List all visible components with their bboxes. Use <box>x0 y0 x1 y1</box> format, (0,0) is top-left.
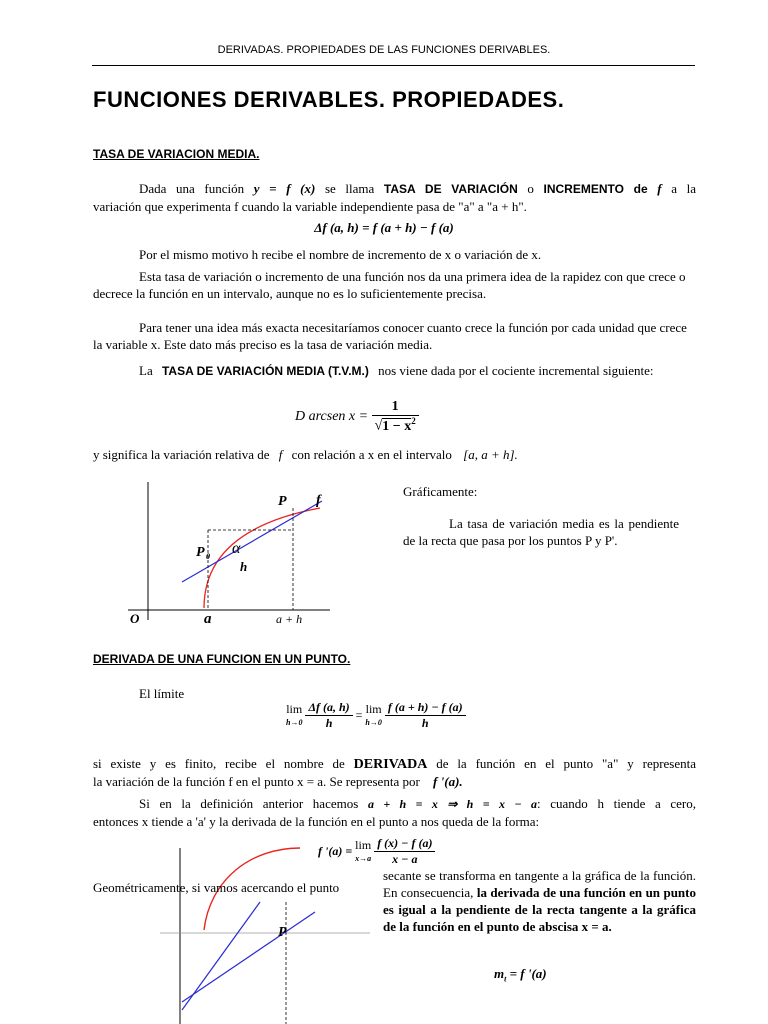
lim-2-sub: h→0 <box>365 717 382 727</box>
right-b-conclusion: la derivada de una función en un punto es igual a la pendiente de la recta tangente a la gráfica de la función en el punto de abscisa x = a. <box>383 885 696 934</box>
equation-limit <box>286 700 466 731</box>
eq2-denominator <box>372 416 419 435</box>
lim-2 <box>365 703 381 729</box>
running-header: DERIVADAS. PROPIEDADES DE LAS FUNCIONES DERIVABLES. <box>217 44 551 56</box>
paragraph-derivada <box>93 755 696 790</box>
eq3-lhs: f '(a) = <box>318 844 353 858</box>
frac-3-num: f (x) − f (a) <box>374 836 435 852</box>
frac-2-den: h <box>421 716 429 730</box>
graficamente-text: La tasa de variación media es la pendiente de la recta que pasa por los puntos P y P'. <box>403 516 679 548</box>
mt-sub: t <box>504 974 507 984</box>
frac-1-den: h <box>325 716 333 730</box>
function-formula: y = f (x) <box>253 181 316 196</box>
figure-tangent <box>160 837 372 1024</box>
frac-2 <box>385 700 466 731</box>
p6-text-a: y significa la variación relativa de <box>93 447 270 462</box>
p1-a: si existe y es finito, recibe el nombre de <box>93 756 345 771</box>
lim-3-word: lim <box>355 837 372 852</box>
p5-text-a: La <box>139 363 153 378</box>
lim-2-word: lim <box>365 701 382 716</box>
lim-1 <box>286 703 302 729</box>
term-incremento: INCREMENTO de <box>543 182 648 196</box>
figure-secant <box>120 478 336 628</box>
label-f: f <box>316 493 321 508</box>
section-heading-tvm: TASA DE VARIACION MEDIA. <box>93 147 260 161</box>
frac-1 <box>305 700 352 731</box>
eq2-numerator: 1 <box>372 399 419 416</box>
graficamente-label: Gráficamente: <box>403 484 478 499</box>
substitution-eq: a + h = x ⇒ h = x − a <box>367 797 538 811</box>
fig2-tangent <box>182 912 315 1002</box>
eq2-exponent: 2 <box>411 416 416 426</box>
lim-1-word: lim <box>286 701 303 716</box>
paragraph-definition <box>93 180 696 215</box>
term-derivada: DERIVADA <box>353 757 428 772</box>
p2-a: la variación de la función f en el punto x = a. Se representa por <box>93 774 420 789</box>
tangent-paragraph <box>383 867 696 935</box>
paragraph-tvm <box>93 362 696 380</box>
frac-3-den: x − a <box>392 852 418 866</box>
header-rule <box>92 65 695 66</box>
p4: entonces x tiende a 'a' y la derivada de la función en el punto a nos queda de la forma: <box>93 814 540 829</box>
eq2-fraction <box>372 399 419 435</box>
p1-text-o: o <box>527 181 534 196</box>
label-O: O <box>130 611 140 626</box>
p6-text-b: con relación a x en el intervalo <box>291 447 452 462</box>
p1-text-b: se llama <box>324 181 375 196</box>
mt: m <box>494 966 505 981</box>
p1-line2: variación que experimenta f cuando la variable independiente pasa de "a" a "a + h". <box>93 199 527 214</box>
mt-rhs: = f '(a) <box>509 966 547 981</box>
label-P0: P <box>196 545 205 560</box>
paragraph-rapidez: Esta tasa de variación o incremento de una función nos da una primera idea de la rapidez con que crece o decrece la función en un intervalo, aunque no es lo suficientemente precisa. <box>93 269 686 301</box>
paragraph-substitution <box>93 795 696 830</box>
frac-1-num: Δf (a, h) <box>305 700 352 716</box>
label-aph: a + h <box>276 612 303 626</box>
equation-arcsen <box>295 399 419 435</box>
eq2-radicand: 1 − x <box>382 418 412 434</box>
fig2-label-P: P <box>278 925 287 940</box>
p3-b: : cuando h tiende a cero, <box>537 796 697 811</box>
term-tvm: TASA DE VARIACIÓN MEDIA (T.V.M.) <box>161 364 369 378</box>
p1-text-c: a la <box>671 181 697 196</box>
function-curve <box>204 508 320 608</box>
label-P: P <box>278 494 287 509</box>
paragraph-variacion-relativa <box>93 446 518 463</box>
secant-line <box>182 501 322 582</box>
notation-fprime: f '(a). <box>433 774 463 789</box>
interval: [a, a + h]. <box>463 447 518 462</box>
p1-b: de la función en el punto "a" y representa <box>436 756 697 771</box>
label-alpha: α <box>232 540 241 557</box>
section-heading-derivada: DERIVADA DE UNA FUNCION EN UN PUNTO. <box>93 652 351 666</box>
p6-f: f <box>278 447 283 462</box>
sqrt-sign: √ <box>374 418 383 434</box>
eq2-lhs: D arcsen x = <box>295 408 369 424</box>
label-a: a <box>204 611 212 627</box>
label-h: h <box>240 559 248 574</box>
term-tasa-variacion: TASA DE VARIACIÓN <box>383 182 518 196</box>
p5-text-b: nos viene dada por el cociente incremental siguiente: <box>378 363 654 378</box>
term-f: f <box>657 181 662 196</box>
lim-1-sub: h→0 <box>286 717 303 727</box>
paragraph-h: Por el mismo motivo h recibe el nombre de incremento de x o variación de x. <box>139 247 542 262</box>
el-limite: El límite <box>139 686 185 701</box>
page-title: FUNCIONES DERIVABLES. PROPIEDADES. <box>93 87 565 112</box>
p1-text-a: Dada una función <box>139 181 245 196</box>
equation-increment: Δf (a, h) = f (a + h) − f (a) <box>314 220 454 235</box>
frac-3 <box>374 836 435 867</box>
right-a: secante se transforma en tangente a la gráfica de la función. En consecuencia, <box>383 868 696 900</box>
label-P0-sub: 0 <box>206 552 210 561</box>
p3-a: Si en la definición anterior hacemos <box>139 796 359 811</box>
tangent-slope-eq <box>494 966 547 984</box>
frac-2-num: f (a + h) − f (a) <box>385 700 466 716</box>
lim-3-sub: x→a <box>355 853 372 863</box>
paragraph-precision: Para tener una idea más exacta necesitaríamos conocer cuanto crece la función por cada unidad que crece la variable x. Este dato más preciso es la tasa de variación media. <box>93 320 687 352</box>
geometricamente-text: Geométricamente, si vamos acercando el punto <box>93 880 340 895</box>
eq-sign: = <box>355 708 363 722</box>
